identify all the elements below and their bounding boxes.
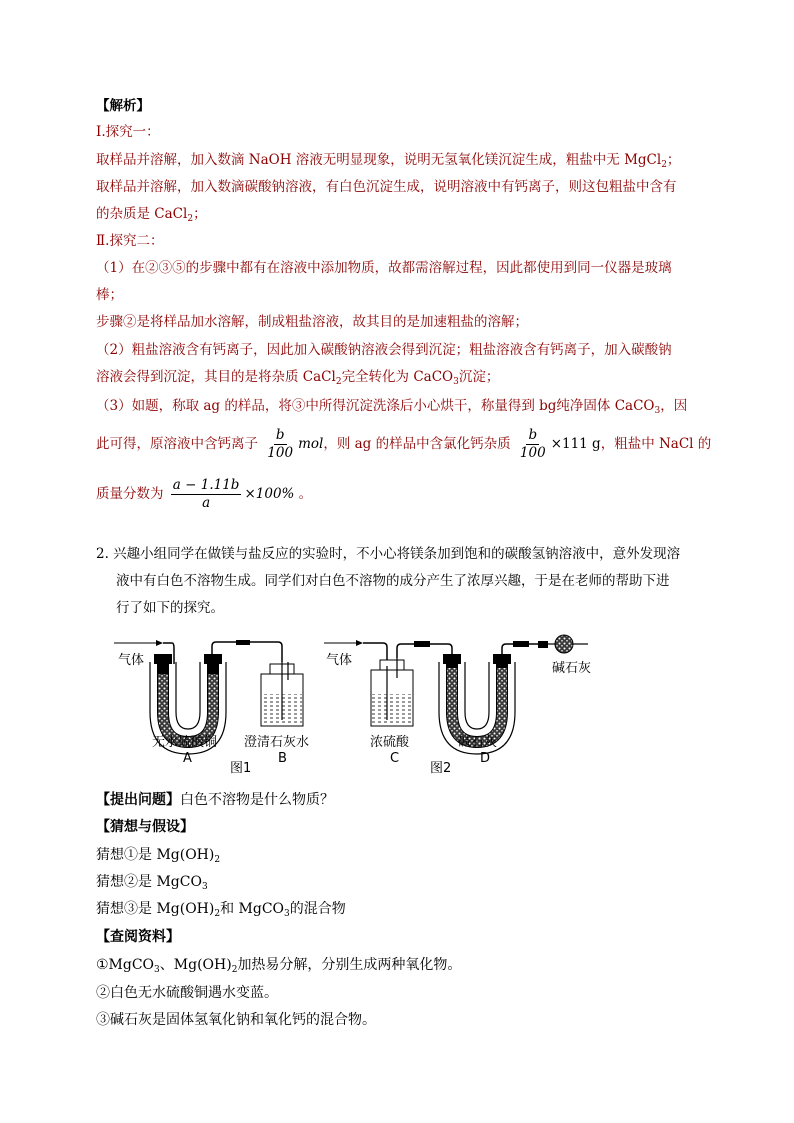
analysis-line-5: 棒；: [96, 287, 123, 303]
info-2: ②白色无水硫酸铜遇水变蓝。: [96, 985, 278, 1001]
info-3: ③碱石灰是固体氢氧化钠和氧化钙的混合物。: [96, 1012, 376, 1028]
label-a-name: 无水硫酸铜: [152, 735, 218, 750]
label-d-name: 碱石灰: [458, 735, 498, 750]
analysis-line-1: 取样品并溶解，加入数滴 NaOH 溶液无明显现象，说明无氢氧化镁沉淀生成，粗盐中无 MgCl$_2$；: [96, 152, 681, 170]
analysis-line-10: 此可得，原溶液中含钙离子 $\frac{b}{100}$ mol，则 ag 的样品中含氯化钙杂质 $\frac{b}{100}$ ×111 g，粗盐中 NaCl 的: [96, 427, 712, 461]
problem-line: 【提出问题】白色不溶物是什么物质？: [96, 792, 334, 808]
label-b-name: 澄清石灰水: [244, 735, 310, 750]
analysis-line-6: 步骤②是将样品加水溶解，制成粗盐溶液，故其目的是加速粗盐的溶解；: [96, 314, 528, 330]
problem-tag: 【提出问题】: [96, 792, 180, 808]
analysis-line-4: （1）在②③⑤的步骤中都有在溶液中添加物质，故都需溶解过程，因此都使用到同一仪器是玻璃: [96, 260, 672, 276]
tube-a-to-b: [212, 640, 282, 662]
analysis-line-3: 的杂质是 CaCl$_2$；: [96, 206, 207, 224]
label-d: D: [480, 751, 491, 766]
label-a: A: [183, 751, 192, 766]
analysis-line-9: （3）如题，称取 ag 的样品，将③中所得沉淀洗涤后小心烘干，称量得到 bg纯净固体 CaCO$_3$，因: [96, 398, 688, 416]
question2-line-1: 2. 兴趣小组同学在做镁与盐反应的实验时，不小心将镁条加到饱和的碳酸氢钠溶液中，意外发现溶: [96, 546, 681, 562]
gas-label-2: 气体: [326, 653, 353, 668]
label-c-name: 浓硫酸: [370, 735, 410, 750]
fraction-b-100: $\frac{b}{100}$: [267, 427, 294, 461]
fig1-caption: 图1: [230, 761, 252, 776]
bottle-b: [261, 662, 303, 726]
question2-line-2: 液中有白色不溶物生成。同学们对白色不溶物的成分产生了浓厚兴趣，于是在老师的帮助下进: [116, 573, 670, 589]
part2-title: Ⅱ.探究二：: [96, 233, 164, 249]
fraction-b-100-second: $\frac{b}{100}$: [519, 427, 546, 461]
info-1: ①MgCO$_3$、$Mg(OH)_2$加热易分解，分别生成两种氧化物。: [96, 957, 462, 975]
info-tag: 【查阅资料】: [96, 929, 180, 945]
analysis-line-11: 质量分数为 $\frac{a - 1.11b}{a}$ ×100% 。: [96, 477, 313, 511]
analysis-line-7: （2）粗盐溶液含有钙离子，因此加入碳酸钠溶液会得到沉淀；粗盐溶液含有钙离子，加入碳酸钠: [96, 342, 672, 358]
label-d-top: 碱石灰: [552, 661, 592, 676]
fig2-caption: 图2: [430, 761, 452, 776]
analysis-line-2: 取样品并溶解，加入数滴碳酸钠溶液，有白色沉淀生成，说明溶液中有钙离子，则这包粗盐中含有: [96, 179, 677, 195]
hypothesis-tag: 【猜想与假设】: [96, 819, 194, 835]
gas-label-1: 气体: [118, 653, 145, 668]
hypothesis-1: 猜想①是 $Mg(OH)_2$: [96, 847, 221, 865]
label-b: B: [278, 751, 287, 766]
label-c: C: [390, 751, 400, 766]
hypothesis-2: 猜想②是 MgCO$_3$: [96, 874, 208, 892]
tube-d-to-drying-tube: [502, 635, 588, 654]
hypothesis-3: 猜想③是 $Mg(OH)_2$和 MgCO$_3$的混合物: [96, 901, 346, 919]
analysis-header: 【解析】: [96, 98, 150, 114]
apparatus-figure: [108, 632, 608, 782]
part1-title: Ⅰ.探究一：: [96, 124, 160, 140]
fraction-mass-percent: $\frac{a - 1.11b}{a}$: [172, 477, 240, 511]
analysis-line-8: 溶液会得到沉淀，其目的是将杂质 CaCl$_2$完全转化为 CaCO$_3$沉淀；: [96, 369, 500, 387]
question2-line-3: 行了如下的探究。: [116, 600, 224, 616]
bottle-c: [371, 658, 413, 726]
